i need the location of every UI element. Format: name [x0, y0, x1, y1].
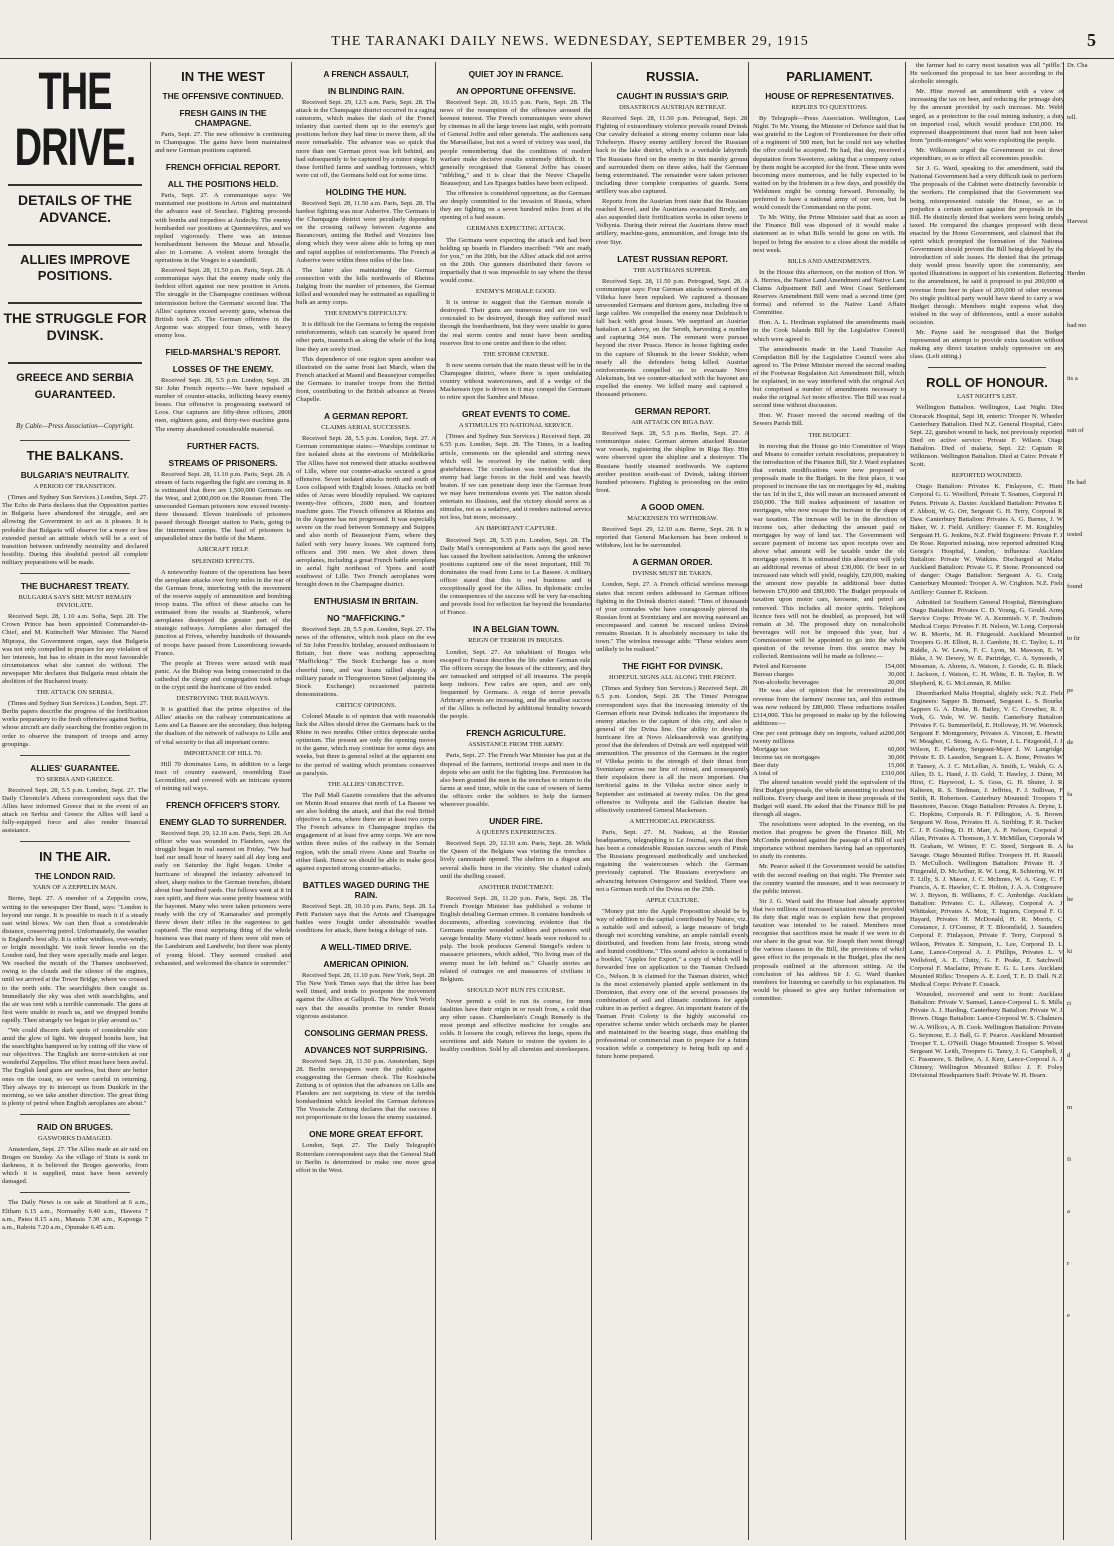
article-paragraph: Received Sept. 29, 12.10 a.m. Berne, Sept. 28. It is reported that General Mackensen has been ordered to withdraw, lest he be surrounded. — [596, 526, 749, 550]
section-heading: HOUSE OF REPRESENTATIVES. — [765, 91, 894, 101]
subheading: A STIMULUS TO NATIONAL SERVICE. — [458, 422, 574, 430]
main-headline: THE DRIVE. — [14, 62, 136, 178]
cropped-text-line: pe — [1067, 687, 1074, 695]
article-paragraph: "Money put into the Apple Proposition should be by way of addition to the capital contributed by Nature, viz., a suitable soil and subsoil, a large measure of bright though not scorching sunshine, an ample rainfall evenly distributed, and freedom from late frosts, strong winds and humid conditions." This sound advice is contained in a booklet, "Apples for Export," a copy of which will be forwarded free on application to the Tasman Orchards Co., Nelson. It is claimed for the Tasman district, which is the most extensively planted apple settlement in the Dominion, that every one of the several possesses the combination of soil and climatic conditions for apple culture in as perfect a degree. An important feature of the Tasman Fruit Colony is the highly successful co-operative scheme under which orchards may be planted and maintained to the bearing stage, thus enabling the professional or commercial man to prepare for a future vocation while a competency is being built up and a future home prepared. — [596, 907, 749, 1061]
section-heading: LATEST RUSSIAN REPORT. — [617, 253, 728, 264]
table-cell-value: 15,000 — [887, 762, 906, 770]
article-paragraph: Sir J. G. Ward said the House had already approved that two millions of increased taxation must be provided. Its duty that night was to explain how that proposed taxation was intended to be raised. Members must recognise that sacrifices must be made if we were to do our share in the great war. Sir Joseph then went through the various clauses in the Bill, the provisions of which gave effect to the proposals in the Budget, plus the new proposals outlined at the afternoon sitting. At the conclusion of his address Sir J. G. Ward thanked members for listening so carefully to his explanation. He would be pleased to give any further information on committee. — [753, 897, 906, 1002]
table-cell-label: One per cent primage duty on imports, valued at twenty millions — [753, 729, 885, 746]
table-row — [753, 754, 906, 762]
section-heading: CONSOLING GERMAN PRESS. — [304, 1027, 428, 1038]
section-heading: ONE MORE GREAT EFFORT. — [309, 1129, 423, 1140]
cropped-text-line: its a — [1067, 374, 1078, 382]
advert-paragraph: Never permit a cold to run its course, for more fatalities have their origin in or result from, a cold than any other cause. Chamberlain's Cough Remedy is the most prompt and effective medicine for coughs and colds. It loosens the cough, relieves the lungs, opens the secretions and aids Nature to restore the system to a healthy condition. Sold by all chemists and storekeepers. — [440, 997, 592, 1054]
article-paragraph: Received Sept. 29, 12.5 a.m. Paris, Sept. 28. The attack in the Champagne district occurred in a raging rainstorm, which makes the dash of the French infantry that carried them up to the enemy's gun positions before they had time to move them, all the more remarkable. The advance was so quick that more than one German pivot was left behind, and had subsequently to be captured by a minor siege. In these fortified farms and sandbag fortresses, which were cut off, the Germans held out for some time. — [296, 99, 436, 179]
headline-allies: ALLIES IMPROVE POSITIONS. — [20, 252, 130, 283]
article-paragraph: The resolutions were adopted. In the evening, on the motion that progress be given the Finance Bill, Mr. McCombs protested against the passage of a Bill of such importance without members having had an opportunity to study its contents. — [753, 820, 906, 861]
subheading: REIGN OF TERROR IN BRUGES. — [468, 637, 564, 645]
article-paragraph: The altered taxation would yield the equivalent of the first Budget proposals, the whole amounting to about two millions. Every charge and item in these proposals of the Budget will stand. He asked that the Finance Bill be put through all stages. — [753, 778, 906, 818]
cropped-text-line: ki — [1067, 947, 1073, 955]
article-paragraph: (Times and Sydney Sun Services.) London, Sept. 27. Berlin papers describe the progress of the fortification works preparatory to the fresh offensive against Serbia, whose aircraft are daily searching the frontier region in order to observe the transport of troops and army groupings. — [2, 700, 148, 748]
table-row — [753, 671, 906, 679]
article-paragraph: The Pall Mall Gazette considers that the advance on Menin Road ensures that north of La Bassee we are also holding the attack, and that the real British objective is Lens, where there are at least two corps. The French advance in Champagne implies the engagement of at least five army corps. We are now within three miles of the railway in the Somain region, with the small rivers Aisne and Tourbe on either flank. Hence we should be able to make good against expected strong counter-attacks. — [296, 791, 436, 872]
subheading: APPLE CULTURE. — [645, 896, 700, 904]
section-heading: FRESH GAINS IN THE CHAMPAGNE. — [179, 108, 267, 128]
article-paragraph: The amendments made in the Land Transfer Act Compilation Bill by the Legislative Council were also agreed to. The Prime Minister moved the second reading of the Footwear Regulation Act Amendment Bill, which, he explained, in no way interfered with the original Act, but comprised a number of amendments necessary to make the original Act more effective. The Bill was read a second time without discussion. — [753, 345, 906, 410]
article-paragraph: Received Sept. 28, 5.5 p.m. Berlin, Sept. 27. A communique states: German airmen attacked Russian war vessels, registering the shipline in Riga Bay. Hits were observed upon the shipline and a destroyer. The Russians hastily steamed northwards. We captured another position south-east of Dvinsk, taking thirteen hundred prisoners. Fighting is proceeding on the entire front. — [596, 430, 749, 494]
subheading: REPORTED WOUNDED. — [951, 472, 1023, 480]
cropped-text-line: found — [1067, 582, 1083, 590]
subheading: ENEMY'S MORALE GOOD. — [475, 288, 557, 296]
cropped-text-line: Harvest — [1067, 218, 1088, 226]
section-heading: GREAT EVENTS TO COME. — [461, 409, 571, 420]
total-value: £310,000 — [881, 770, 906, 778]
list-paragraph: Admitted 1st Southern General Hospital, Birmingham: Otago Battalion: Privates C. D. Young, G. Gould. Army Service Corps: Private W. A. Kemmish. V. F. Toulmin. Medical Corps: Privates F. H. Nelson, W. Long. Corporals W. R. Morris, M. R. Fitzgerald. Auckland Mounted: Troopers G. H. Elliott, R. J. Cambrie, H. C. Taylor, L. H. Riddle, A. W. Lewis, F. C. Lyon, M. Mawson, E. W. Blake, J. W. Dewey, W. E. Partridge, C. A. Symonds, J. Mossman, A. Ahrens, A. Watson, J. Goode, G. R. Black, J. Jackson, J. Watson, C. H. White, E. R. Taylor, B. W. Shepherd, K. G. McLennan, R. Miller. — [910, 598, 1064, 687]
article-paragraph: Colonel Maude is of opinion that with reasonable luck the Allies should drive the Germans back to the Rhine in two months. Other critics deprecate undue optimism. The present are only the opening moves in the game, which may continue for some days and weeks, but there is general relief at the apparent end to the period of waiting which promises conserved as paralysis. — [296, 713, 436, 777]
table-cell-value: 60,000 — [887, 746, 906, 754]
table-cell-label: Bureau charges — [753, 671, 794, 679]
section-heading: A GOOD OMEN. — [640, 501, 705, 512]
subheading: HOPEFUL SIGNS ALL ALONG THE FRONT. — [608, 674, 737, 682]
article-paragraph: (Times and Sydney Sun Services.) Received Sept. 28, 6.5 p.m. London, Sept. 28. The Times' Petrograd correspondent says that the increasing intensity of the German efforts near Dvinsk indicates the importance the enemy attaches to the capture of this city, and also to general of the Dvina line. Our ability to develop a hurricane fire at Novo Aleksandrovsk was gratifying proof that the defenders of Dvinsk are well equipped with ammunition. The presence of the Germans in the region of Vilieka points to the strength of their thrust from Sventziany across our line of retreat, and consequently their expulsion there is all the more important. Our territorial gains in the Vilieka sector since early in September are estimated at twenty miles. On the great offensive in Volhynia and the Galician theatre has effectively countered General Mackensen. — [596, 685, 749, 814]
subheading: BILLS AND AMENDMENTS. — [787, 257, 872, 265]
article-paragraph: Received Sept. 28, 5.5 p.m. London, Sept. 27. The Daily Chronicle's Athens correspondent says that the Allies have informed Greece that in the event of an attack on Serbia and Greece the Allies will land a fully-equipped force and also render financial assistance. — [2, 786, 148, 835]
article-paragraph: Mr. Pearce asked if the Government would be satisfied with the second reading on that night. The Premier said the country wanted the measure, and it was necessary in the public interest. — [753, 863, 906, 895]
divider — [20, 440, 130, 441]
article-paragraph: Received Sept. 28, 11.20 p.m. Paris, Sept. 28. The French Foreign Minister has published a volume in English detailing German crimes. It contains hundreds of documents, affording convincing evidence that the Germans murder wounded soldiers and prisoners with savage brutality. Many victims' heads were reduced to a pulp. The book produces General Stengel's orders to massacre prisoners, which added, "No living man of the enemy must be left behind us." Ghastly stories are related of outrages on and massacres of civilians in Belgium. — [440, 894, 592, 983]
divider — [8, 244, 142, 246]
article-paragraph: Reports from the Austrian front state that the Russians reached Kovel, and the Austrians evacuated Brody, and also suspended their fortification works in other towns in Volhynia. During their retreat the Austrians threw much artillery, machine-guns, ammunition, and forage into the river Styr. — [596, 198, 749, 246]
section-heading: RAID ON BRUGES. — [37, 1121, 113, 1132]
section-heading: BATTLES WAGED DURING THE RAIN. — [302, 879, 430, 900]
cropped-text-line: He had — [1067, 478, 1086, 486]
article-paragraph: London, Sept. 27. A French official wireless message states that recent orders addressed to German officers fighting in the Dvinsk district stated: "Tens of thousands of your comrades who have courageously pierced the Russian front at Sventziany and are moving eastward are encompassed and cannot be rescued unless Dvinsk remains Russian. It is absolutely necessary to take the town." The wireless message adds: "These wishes seem unlikely to be realised." — [596, 581, 749, 654]
section-heading: IN BLINDING RAIN. — [327, 86, 405, 96]
article-paragraph: Paris, Sept. 27. The new offensive is continuing in Champagne. The gains have been maintained and new German positions captured. — [155, 131, 291, 155]
subheading: BULGARIA SAYS SHE MUST REMAIN INVIOLATE. — [18, 594, 132, 610]
credit-line: By Cable—Press Association—Copyright. — [15, 422, 135, 430]
divider — [20, 573, 130, 574]
table-row — [753, 762, 906, 770]
table-cell-label: Income tax on mortgages — [753, 754, 820, 762]
additions-table — [753, 730, 906, 770]
article-paragraph: Paris, Sept. 27. M. Nadeau, at the Russian headquarters, telegraphing to Le Journal, says that there has been a considerable Russian success south of Pinsk. The Russians progressed methodically and unchecked, regaining the watercourses which the Germans previously captured. The Russians everywhere are advancing between Ostrogorov and Stokhod. There was not a German north of the Dvina on the 25th. — [596, 828, 749, 893]
article-paragraph: Hon. W. Fraser moved the second reading of the Sewers Parish Bill. — [753, 412, 906, 428]
article-paragraph: Received Sept. 28, 10.10 p.m. Paris, Sept. 28. Le Petit Parisien says that the Artois and Champagne battles were fought under abominable weather conditions for attack, there being a deluge of rain. — [296, 902, 436, 935]
subheading: SPLENDID EFFECTS. — [191, 557, 255, 565]
section-heading: ADVANCES NOT SURPRISING. — [304, 1044, 428, 1055]
section-heading: LOSSES OF THE ENEMY. — [172, 363, 274, 374]
column-6 — [748, 62, 906, 1540]
subheading: AIR ATTACK ON RIGA BAY. — [631, 419, 714, 427]
subheading: SHOULD NOT RUN ITS COURSE. — [466, 986, 566, 994]
section-heading: HOLDING THE HUN. — [325, 186, 407, 197]
total-row — [753, 770, 906, 778]
headline-dvinsk: THE STRUGGLE FOR DVINSK. — [3, 310, 147, 343]
article-paragraph: Received Sept. 29, 12.10 a.m. Paris, Sept. 28. An officer who was wounded in Flanders, says the struggle began in real earnest on Friday. "We had had our small hour of heavy said all day long and early on Saturday the fight began. Under a hurricane of shrapnel the infantry advanced in short, sharp rushes to the German trenches, distant about four hundred yards. Our fellows went at it in rare spirit, and there was some pretty business with the bayonet. Many who were taken prisoners were ready with the cry of 'Kamarades' and promptly threw down their rifles in the eagerness to get captured. The most surprising thing of the whole business was that many of them were old men of the Landstrum and Landwehr, but there was plenty of young blood. They seemed crushed and exhausted, and welcomed the chance to surrender." — [155, 830, 291, 967]
divider — [8, 302, 142, 304]
headline-details: DETAILS OF THE ADVANCE. — [17, 192, 133, 225]
section-heading: NO "MAFFICKING." — [327, 613, 405, 624]
article-paragraph: Received Sept. 28, 11.50 a.m. Paris, Sept. 28. The hardest fighting was near Auberive. The Germans in the Champagne district were peculiarly dependent on the crossing railway between Argonne and Bazancourt, uniting the Rethel and Vouziers line, along which they were alone able to bring up men and rapid supplies of reinforcements. The French at Auberive were within three miles of the line. — [296, 199, 436, 264]
subheading: THE BUDGET. — [808, 431, 851, 439]
subheading: LAST NIGHT'S LIST. — [956, 393, 1018, 401]
section-heading: FURTHER FACTS. — [186, 440, 260, 451]
section-heading: A WELL-TIMED DRIVE. — [320, 942, 412, 953]
column-7 — [905, 62, 1064, 1540]
subheading: IMPORTANCE OF HILL 70. — [183, 749, 263, 757]
subheading: DESTROYING THE RAILWAYS. — [176, 695, 270, 703]
subheading: CRITICS' OPINIONS. — [335, 701, 397, 709]
article-paragraph: The latter also maintaining the German connection with the hills northwards of Rheims. Judging from the number of prisoners, the German killed and wounded may be estimated as equalling in bulk an army corps. — [296, 266, 436, 307]
article-paragraph: Mr. Payne said he recognised that the Budget represented an attempt to provide extra taxation without making any direct taxation unduly oppressive on any class. (Left sitting.) — [910, 329, 1064, 361]
headline-greece: GREECE AND SERBIA GUARANTEED. — [16, 372, 134, 401]
cropped-text-line: r — [1067, 1260, 1070, 1268]
article-paragraph: Received Sept. 28, 11.10 p.m. Paris, Sept. 28. A stream of facts regarding the fight are coming in. It is estimated that there are 1,500,000 Germans on the West, and 2,000,000 on the Russian front. The unwounded German prisoners now exceed twenty-three thousand. Eleven trainloads of prisoners passed through Bourget station to Paris, going to the internment camps. The haul of prisoners is unparalleled since the battle of the Marne. — [155, 470, 291, 543]
article-paragraph: Paris, Sept. 27. A communique says: We maintained our positions in Artois and maintained the advance east of Souchez. Fighting proceeds with bombs and torpedoes at Andechy. The enemy bombarded our positions at Quennevières, and we replied vigorously. There was an intense bombardment between the Meuse and Moselle, also in Lorraine. A violent storm brought the operations in the Vosges to a standstill. — [155, 192, 291, 265]
table-cell-value: 200,000 — [884, 729, 906, 737]
column-1 — [2, 62, 148, 1540]
article-paragraph: Received Sept. 28, 11.50 p.m. Petrograd, Sept. 28. A communique says: Four German attacks westward of the Vilieka have been repulsed. We captured a thousand unwounded Germans and thirteen guns, including five of large calibre. We compelled the enemy near Dolzhtsch to fall back with great losses. We surprised an Austrian battalion at Lahovy, on the Sereth, harvesting a number and capturing 364 men. The remnant were pursued beyond the river Prusca. Hence in house fighting ended in the capture of Shumsk in the lower Stokhir, where nearly all the defenders being killed. Austrian reinforcements compelled us to evacuate Novo Aleksinats, but we counter-attacked with the bayonet and expelled the enemy. We killed many and captured a thousand prisoners. — [596, 277, 749, 398]
subheading: THE STORM CENTRE. — [482, 350, 549, 358]
article-paragraph: Received Sept. 28, 5.5 p.m. London, Sept. 28. Sir John French reports:—We have repulsed a number of counter-attacks, inflicting heavy enemy losses. Our offensive is progressing eastward of Loos. Our captures are fifty-three officers, 2800 men, eighteen guns, and thirty-two machine guns. The enemy abandoned considerable material. — [155, 376, 291, 433]
article-paragraph: Hill 70 dominates Lens, in addition to a large tract of country eastward, resembling Essé Leconnliire, and covered with an intricate system of mining rail ways. — [155, 760, 291, 792]
cropped-text-line: fa — [1067, 791, 1073, 799]
section-heading: BULGARIA'S NEUTRALITY. — [20, 470, 130, 481]
subheading: YARN OF A ZEPPELIN MAN. — [32, 884, 118, 892]
article-paragraph: The people at Treves were seized with mad panic. As the Bishop was being consecrated in the cathedral the clergy and congregation took refuge in the crypt until the hurricane of fire ended. — [155, 659, 291, 691]
article-paragraph: London, Sept. 27. The Daily Telegraph's Rotterdam correspondent says that the General Staff in Berlin is determined to make one more great effort in the West. — [296, 1142, 436, 1174]
article-paragraph: Received Sept. 28, 5.5 p.m. London, Sept. 27. The news of the offensive, which took place on the eve of Sir John French's birthday, aroused enthusiasm in Britain, but there was nothing approaching "Mafficking." The Stock Exchange has a more cheerful tone, and war loans rallied sharply. A military parade in Throgmorton Street (adjoining the Stock Exchange) occasioned patriotic demonstrations. — [296, 626, 436, 698]
article-paragraph: Paris, Sept. 27. The French War Minister has put at the disposal of the farmers, territorial troops and men in the depots who are unfit for the fighting line. Permission has also been granted the men in the trenches to return to the farms at seed time, while in the case of owners of farms the officers order the soldiers to help the farmers wherever possible. — [440, 752, 592, 809]
cropped-text-line — [1067, 166, 1114, 174]
section-heading: AMERICAN OPINION. — [323, 959, 409, 970]
divider — [8, 362, 142, 364]
subheading: THE ALLIES' OBJECTIVE. — [327, 780, 405, 788]
masthead — [0, 0, 1114, 59]
cropped-text-line: ha — [1067, 843, 1074, 851]
table-cell-label: Mortgage tax — [753, 746, 789, 754]
divider — [928, 367, 1046, 368]
subheading: GERMANS EXPECTING ATTACK. — [466, 225, 566, 233]
table-cell-value: 154,000 — [884, 663, 906, 671]
article-paragraph: It is difficult for the Germans to bring the requisite reinforcements, which can scarcely be spared from other parts, inasmuch as along the whole of the long line they are sorely tried. — [296, 321, 436, 353]
section-heading: THE LONDON RAID. — [34, 871, 116, 882]
article-paragraph: Received Sept. 28, 11.10 p.m. New York, Sept. 28. The New York Times says that the drive has been well timed, and tends to postpone the movement against the Allies at Gallipoli. The New York World says that the assaults promise to render Russia vigorous assistance. — [296, 972, 436, 1020]
table-row — [753, 663, 906, 671]
subheading: AN IMPORTANT CAPTURE. — [475, 525, 557, 533]
cropped-text-line: a — [1067, 1208, 1070, 1216]
cropped-text-line: Dr. Cha — [1067, 62, 1088, 69]
article-paragraph: It is gratified that the prime objective of the Allies' attacks on the railway communications at Lens and La Bassee are the secondary, thus helping the dualism of the network of railways to Lille and of vital security to that all important centre. — [155, 706, 291, 746]
cropped-text-line: ri — [1067, 999, 1072, 1007]
notice-paragraph: The Daily News is on sale at Stratford at 6 a.m., Eltham 6.15 a.m., Normanby 6.40 a.m., Hawera 7 a.m., Patea 8.15 a.m., Manaia 7.30 a.m., Kaponga 7 a.m., Rahotu 7.20 a.m., Opunake 6.45 a.m. — [2, 1199, 148, 1231]
cropped-text-line: de — [1067, 739, 1074, 747]
section-heading: IN THE AIR. — [39, 849, 111, 865]
column-4 — [435, 62, 592, 1540]
article-paragraph: Berne, Sept. 27. A member of a Zeppelin crew, writing to the newspaper Der Bund, says: "London is beyond our range. It is possible to reach it if a steady east wind blows. We can then float a considerable distance, conserving petrol. Unfortunately, the weather is England's best ally. It is either windless, over-windy, or bright moonlight. We took fewer bombs on the London raid, but they were specially made and larger. We reached the mouth of the Thames unobserved, owing to the clouds and the silence of the engines, until we arrived at the Tower Bridge, where we crossed to the north side. The searchlights then caught us. Immediately the sky was shot with searchlights, and the air was rent with a terrible cannonade. The guns at first were unable to reach us, and we dropped bombs rapidly. Then strangely we began to play around us." — [2, 895, 148, 1024]
article-paragraph: By Telegraph—Press Association. Wellington, Last Night. To Mr. Young, the Minister of Defence said that he was grateful to the Legion of Frontiersmen for their offer of a regiment of 500 men, but he could not say whether the offer could be accepted. He had, that day, received a deputation from Sweeterre, asking that a company raised by them might be accepted for the front. These units were becoming more numerous, and he fully expected to be waited on by the Irishmen in a few days, and possibly the Welshmen might be coming forward. Personally, he preferred to have a national army of our own, but he would consult the Commandant on the point. — [753, 115, 906, 212]
table-row — [753, 730, 906, 746]
subheading: REPLIES TO QUESTIONS. — [791, 104, 868, 111]
subheading: TO SERBIA AND GREECE. — [36, 775, 114, 783]
article-paragraph: This dependence of one region upon another was illustrated on the same front last March, when the French attacked at Masnil and Beausejour compelled the Germans to transfer troops from the British front, contributing to the British advance at Neuve Chapelle. — [296, 355, 436, 404]
article-paragraph: Received Sept. 28, 5.35 p.m. London, Sept. 28. The Daily Mail's correspondent at Paris says the good news has caused the liveliest satisfaction. Among the unknown positions captured one of the most important, Hill 70, dominates the road from Lens to La Bassee. A military officer stated that this is real business and is exceptionally good for the Allies. In diplomatic circles the consequences of the success will be very far-reaching and provide food for reflection far beyond the boundaries of France. — [440, 536, 592, 617]
subheading: A METHODICAL PROGRESS. — [629, 817, 716, 825]
subheading: DISASTROUS AUSTRIAN RETREAT. — [618, 104, 727, 111]
section-heading: ALLIES' GUARANTEE. — [30, 762, 120, 773]
article-paragraph: Mr. Wilkinson urged the Government to cut down expenditure, so as to effect all economies possible. — [910, 146, 1064, 163]
section-heading: IN A BELGIAN TOWN. — [472, 624, 560, 635]
table-cell-label: Beer duty — [753, 762, 779, 770]
section-heading: FRENCH AGRICULTURE. — [466, 728, 566, 739]
cropped-text-line: e — [1067, 1312, 1070, 1320]
section-heading: AN OPPORTUNE OFFENSIVE. — [456, 86, 576, 96]
article-paragraph: the farmer had to carry most taxation was all "piffle." He welcomed the proposal to tax beer according to the alcoholic strength. — [910, 62, 1064, 86]
article-paragraph: In the House this afternoon, on the motion of Hon. W. A. Herries, the Native Land Amendment and Native Land Claims Adjustment Bill and West Coast Settlement Reserves Amendment Bill were read a second time (pro forma) and referred to the Native Land Affairs Committee. — [753, 268, 906, 317]
article-paragraph: The Germans were expecting the attack and had been holding up boards in Flanders inscribed: "We are ready for you," on the 20th, but the Allies' attack did not arrive on the 20th. Our gunners distributed their favors so impartially that it was impossible to say where the thrust would come. — [440, 236, 592, 284]
cropped-text-line: tested — [1067, 530, 1083, 538]
article-paragraph: Received Sept. 28, 10.15 p.m. Paris, Sept. 28. The news of the resumption of the offensive aroused the keenest interest. The French communiques were shown by cinemas in all the large towns last night, with portraits of General Joffre and other generals. The audiences sang the Marseillaise, but not a word of victory was used, the people remembering that the conditions of modern warfare make decisive results extremely difficult. It is generally recognised that General Joffre has ceased "nibbling," and it is clear that the Neuve Chapelle, Beausejour, and Les Eparges battles have been eclipsed. — [440, 99, 592, 187]
article-paragraph: Received Sept. 28, 1.10 a.m. Sofia, Sept. 28. The Crown Prince has been appointed Commander-in-Chief, and M. Kutincheff War Minister. The Narod Mipraya, the Government organ, says that Bulgaria was not only compelled to prepare for any violation of her interests, but has to obtain in the most favourable circumstances what she cannot do without. The newspaper Mir declares that Bulgaria must obtain the abolition of the Bucharest treaty. — [2, 613, 148, 685]
table-cell-value: 30,000 — [887, 754, 906, 762]
section-heading: STREAMS OF PRISONERS. — [168, 457, 278, 468]
cropped-text-line: m — [1067, 1103, 1073, 1111]
subheading: A PERIOD OF TRANSITION. — [33, 483, 117, 491]
article-paragraph: The offensive is considered opportune, as the Germans are deeply committed to the invasion of Russia, where they are fighting on a seven hundred miles front at the opening of a bad season. — [440, 190, 592, 222]
table-cell-label: Non-alcoholic beverages — [753, 679, 819, 687]
article-paragraph: It is untrue to suggest that the German morale is destroyed. Their guns are numerous and are too well concealed to be destroyed, though they suffered much through the bombardment, but they were unable to guess the real storm centre and must have been sending reserves first to one centre and then to the other. — [440, 299, 592, 347]
cropped-text-line: he — [1067, 895, 1074, 903]
column-8-cropped — [1063, 62, 1114, 1540]
section-heading: FRENCH OFFICIAL REPORT. — [165, 162, 281, 173]
section-heading: A FRENCH ASSAULT, — [323, 69, 409, 79]
cropped-text-line: d — [1067, 1051, 1071, 1059]
article-paragraph: To Mr. Witty, the Prime Minister said that as soon as the Finance Bill was disposed of it would make a statement as to what Bills would be gone on with. He hoped to bring the session to a close about the middle of next week. — [753, 214, 906, 254]
cropped-text-line: fi — [1067, 1155, 1072, 1163]
article-paragraph: Received Sept. 28, 11.50 p.m. Amsterdam, Sept. 28. Berlin newspapers warn the public against exaggerating the German check. The Koelnische Zeitung is of opinion that the advances on Lille and Flanders are not surprising in view of the terrible bombardment which leveled the German defences. The Vossische Zeitung declares that the success is not proportionate to the losses the enemy sustained. — [296, 1057, 436, 1122]
article-paragraph: Received Sept. 28, 5.5 p.m. London, Sept. 27. A German communique states:—Warships continue to fire isolated shots at the environs of Middelkirke. The Allies have not renewed their attacks southwest of Lille, where our counter-attacks secured a great offensive. Seven isolated attacks north and south of Loos collapsed with English losses. Attacks on both sides of Arras were bloodily repulsed. We captured twenty-five officers, 2600 men, and fourteen machine guns. The French offensive at Rheims and in the Argonne has not progressed. It was especially severe on the road between Sommepy and Suippes, and also north of Beausejour Farm, where they failed with very heavy losses. We captured forty officers and 390 men. We shot down three aeroplanes, including a great French battle aeroplane in aerial fight northeast of Ypres and south southwest of Lille. Two French aeroplanes were brought down in the Champagne district. — [296, 435, 436, 588]
divider — [20, 755, 130, 756]
article-paragraph: In moving that the House go into Committee of Ways and Means to consider certain resolutions, preparatory to the introduction of the Finance Bill, Sir J. Ward explained that certain modifications were now proposed on proposals made in the Budget. In the first place, it was proposed to increase the tax on mortgages by 4d., making the tax 1d in the £, this will mean an increased amount of £60,000. The Bill makes adjustment of taxation on mortgages, who now escape the increase in the shape of war taxation. The increase will be in the direction of income tax, after deducting the amount paid on mortgages by way of land tax. The Government will secure payment of income tax upon receipts over and above what amount will be taxable under the old mortgage system. It is estimated this alteration will yield an additional revenue of about £30,000. Or beer in an increased rate which will yield, roughly, £20,000, making the amount now payable in additional beer duties between £70,000 and £80,000. The Budget proposals of taxation upon motor cars, kerosene, and petrol are removed. This includes all motor spirits. Telephone licence fees will not be doubled, as proposed, but will remain at 3d. The proposed duty on nonalcoholic beverages will not be imposed this year, but a Commissioner will be appointed to go into the whole question of the revenue from this source may be collected. Remissions will be made as follows:— — [753, 442, 906, 661]
divider — [8, 184, 142, 186]
article-paragraph: Amsterdam, Sept. 27. The Allies made an air raid on Bruges on Sunday. As the village of Stuis is sunk in darkness, it is believed the Bruges gasworks, from which it is supplied, must have been severely damaged. — [2, 1146, 148, 1186]
table-row — [753, 746, 906, 754]
table-cell-value: 30,000 — [887, 671, 906, 679]
section-heading: THE BALKANS. — [26, 448, 124, 464]
section-heading: RUSSIA. — [646, 69, 699, 84]
remissions-table — [753, 663, 906, 687]
article-paragraph: Sir J. G. Ward, speaking to the amendment, said the National Government had a very difficult task to perform. The proposals of the Cabinet were distinctly favorable to the workers. He complained that the Government was being misrepresented outside the House, so as to prejudice a certain section against the proposals in the Bill. He distinctly denied that workers were being unduly taxed. He compared the changes proposed with those enacted by the Home Government, and claimed that the spirit which prompted the formation of the National Government should prevent the Bill being delayed by the introduction of side issues. He denied that the primage duty would press heavily upon the community, and quoted illustrations in support of his contention. Referring to the amendment, he said it proposed to put 200,000 of revenue from beer in place of 200,000 of other revenue. No single political party would have dared to carry a war Budget through. Members might express what they wished in the way of differences, until a more suitable occasion. — [910, 165, 1064, 326]
column-3 — [291, 62, 436, 1540]
article-paragraph: Received Sept. 28, 11.50 p.m. Petrograd, Sept. 28. Fighting of extraordinary violence prevails round Dvinsk. Our cavalry defeated a strong enemy column near lake Tcheboryn. Heavy enemy artillery forced the Russians back to the lake district, which is a veritable labyrinth. The Russians fired on the enemy in this marshy ground and surrounded them on three sides, half the Germans being exterminated. The remainder were taken prisoner, including three complete companies of guards. Some artillery was also captured. — [596, 115, 749, 195]
article-paragraph: Hon. A. L. Herdman explained the amendments made in the Cook Islands Bill by the Legislative Council, which were agreed to. — [753, 319, 906, 343]
article-paragraph: He was also of opinion that he overestimated the revenue from the farmers' income tax, and this estimate was now reduced by £80,000. These reductions totalled £314,000. This he proposed to make up by the following additions:— — [753, 687, 906, 727]
section-heading: THE OFFENSIVE CONTINUED. — [162, 91, 284, 101]
subheading: GASWORKS DAMAGED. — [38, 1134, 112, 1142]
divider — [20, 841, 130, 842]
table-row — [753, 679, 906, 687]
section-heading: IN THE WEST — [181, 69, 265, 84]
divider — [20, 1192, 130, 1193]
subheading: A QUEEN'S EXPERIENCES. — [475, 829, 557, 837]
section-heading: FRENCH OFFICER'S STORY. — [166, 800, 280, 811]
subheading: DVINSK MUST BE TAKEN. — [632, 570, 713, 578]
subheading: AIRCRAFT HELP. — [197, 546, 249, 554]
divider — [20, 1114, 130, 1115]
table-cell-label: Petrol and Kerosene — [753, 663, 807, 671]
section-heading: ENTHUSIASM IN BRITAIN. — [313, 596, 419, 607]
subheading: THE ATTACK ON SERBIA. — [36, 689, 114, 697]
article-paragraph: Received Sept. 29, 12.10 a.m. Paris, Sept. 28. While the Queen of the Belgians was visiting the trenches a lively cannonade opened. The shelters in a dugout and several shells burst in the vicinity. She chatted calmly until the shelling ceased. — [440, 840, 592, 880]
subheading: ASSISTANCE FROM THE ARMY. — [468, 741, 564, 749]
cropped-text-line: tell. — [1067, 114, 1078, 122]
section-heading: ROLL OF HONOUR. — [926, 375, 1048, 391]
page-number: 5 — [1087, 30, 1096, 50]
article-paragraph: Received Sept. 28, 11.50 p.m. Paris, Sept. 28. A communique says that the enemy made only the feeblest effort against our new position in Artois. The struggle in the Champagne continues without intermission before the Germans' second line. The Allies' captures exceed seventy guns, whereas the British took 25. The German offensive in the Argonne was stopped four times, with heavy enemy loss. — [155, 267, 291, 339]
newspaper-title: THE TARANAKI DAILY NEWS. WEDNESDAY, SEPTEMBER 29, 1915 — [331, 34, 809, 49]
section-heading: PARLIAMENT. — [786, 69, 873, 84]
section-heading: CAUGHT IN RUSSIA'S GRIP. — [616, 91, 729, 101]
section-heading: ENEMY GLAD TO SURRENDER. — [159, 817, 287, 828]
article-paragraph: A noteworthy feature of the operations has been the aeroplane attacks over forty miles in the rear of the German front, interfering with the movement of the reserve supply of ammunition and bombing troop trains. The effect of these attacks can be estimated from the results at Stanbrook, where aeroplanes destroyed the greater part of the strategic railways. Aeroplanes also damaged the junction at Frives, whereby hundreds of thousands of troops have passed from Luxembourg towards France. — [155, 568, 291, 657]
subheading: ANOTHER INDICTMENT. — [478, 883, 554, 891]
section-heading: UNDER FIRE. — [489, 816, 543, 827]
section-heading: THE FIGHT FOR DVINSK. — [622, 661, 723, 672]
subheading: THE ENEMY'S DIFFICULTY. — [324, 310, 408, 318]
section-heading: A GERMAN REPORT. — [324, 411, 408, 422]
list-paragraph: Wounded, recovered and sent to front: Auckland Battalion: Private V. Samuel, Lance-Corporal L. S. Mills, Private A. J. Harding. Canterbury Battalion: Private W. J. Brown. Otago Battalion: Lance-Corporal W. S. Chalmers, W. A. Willcox, A. B. Cook. Wellington Battalion: Privates G. Seymour, E. J. Ball, G. F. Pearce. Auckland Mounted: Trooper T. L. O'Neill. Otago Mounted: Trooper S. Wood, Sergeant W. Leith, Troopers G. Tancy, J. G. Campbell, J. C. Passmore, S. Bellew, A. J. Kerr, Lance-Corporal A. J. Chinney, Wellington Mounted Rifles: J. F. Foley. Divisional Headquarters Staff: Private W. H. Hearn. — [910, 991, 1064, 1080]
section-heading: GERMAN REPORT. — [634, 406, 711, 417]
cropped-text-line: to fir — [1067, 635, 1081, 643]
cropped-text-line: had mo — [1067, 322, 1087, 330]
article-paragraph: Mr. Hine moved an amendment with a view of increasing the tax on beer, and reducing the primage duty by the amount provided by such increase. Mr. Webb urged, as a protection to the coal mining industry, a duty on imported coal, which would produce £50,000. He expressed disappointment that more had not been taken from "profit-mongers" who were exploiting the people. — [910, 88, 1064, 144]
table-cell-value: 20,000 — [887, 679, 906, 687]
list-paragraph: Otago Battalion: Privates K. Finlayson, C. Hunt. Corporal G. G. Woolford, Private T. Soames, Corporal H. Peters. Private A. Daxter. Auckland Battalion: Privates E. F. Abbott, W. G. Orr, Sergeant G. H. Terry, Corporal R. Daw. Canterbury Battalion: Privates A. G. Barnes, J. W. Baker, W. J. Field. Artillery: Gunner F. M. Knightley, Sergeant H. G. Jenkins, N.Z. Field Engineers: Private F. J. De Rose. Reported missing, now reported admitted King George's Hospital, London, influenza: Auckland Battalion: Private W. Watkins. Discharged at Malta: Auckland Battalion: Private G. P. Stone. Pronounced out of danger: Otago Battalion: Sergeant A. G. Craig. Canterbury Mounted: Trooper A. W. Crighton. N.Z. Field Artillery: Gunner E. Rickson. — [910, 483, 1064, 596]
cropped-text-line: suit of — [1067, 426, 1084, 434]
section-heading: QUIET JOY IN FRANCE. — [468, 69, 564, 79]
subheading: CLAIMS AERIAL SUCCESSES. — [321, 424, 411, 432]
article-paragraph: (Times and Sydney Sun Services.) Received Sept. 28, 6.55 p.m. London, Sept. 28. The Times, in a leading article, comments on the splendid and stirring news, which will be received by the nation with deep gratefulness. The conclusion was irresistible that the enemy had large forces in the field and was heavily beaten. If we can penetrate deep into the German front we may have tremendous events yet. The nation should entertain no illusions, and the victory should serve as a stimulus, not as a sedative, and it renders national service not less, but more, necessary. — [440, 433, 592, 522]
article-paragraph: It now seems certain that the main thrust will be in the Champagne district, where there is open undulating country without watercourses, and if a wedge of the Mackensen type is driven in it may compel the Germans to retire upon the Sambre and Meuse. — [440, 361, 592, 402]
subheading: THE AUSTRIANS SUPPER. — [633, 266, 712, 274]
subheading: MACKENSEN TO WITHDRAW. — [627, 514, 718, 522]
article-paragraph: "We could discern dark spots of considerable size amid the glow of light. We dropped bombs here, but the searchlights hampered us by cutting off the view of our objectives. The English are terror-stricken at our wonderful Zeppelins. The effect must have been awful. The English land guns are useless, but there are better ones on the coast, so we were careful in returning. They always try to intercept us from Dunkirk in the morning, so we take another direction. The great thing is plenty of petrol when English aeroplanes are about." — [2, 1026, 148, 1107]
article-paragraph: London, Sept. 27. An inhabitant of Bruges who escaped to France describes the life under German rule. The officers occupy the houses of the citizenry, and they are ransacked and stripped of all treasures. The people keep indoors. Few cafes are open, and are only frequented by Germans. A reign of terror prevails. Arbitrary arrests are increasing, and the smallest success of the Allies is reflected by additional brutality towards the people. — [440, 648, 592, 721]
section-heading: FIELD-MARSHAL'S REPORT. — [165, 346, 281, 357]
section-heading: THE BUCHAREST TREATY. — [20, 581, 130, 592]
list-paragraph: Wellington Battalion. Wellington, Last Night. Died Otoracek Hospital, Sept 18, enteric: Trooper N. Wheeler. Canterbury Battalion. Died N.Z. General Hospital, Cairo, Sept. 22, gunshot wound in back, not previously reported. Died on active service: Private F. Wilson. Otago Battalion. Died of malaria, Sept. 22: Captain R. Wilkinson. Wellington Battalion. Died at Cairo: Private F. Scott. — [910, 404, 1064, 469]
total-label: A total of — [753, 770, 778, 778]
column-5 — [591, 62, 749, 1540]
cropped-text-line: Herdm — [1067, 270, 1086, 278]
section-heading: A GERMAN ORDER. — [632, 557, 713, 568]
section-heading: ALL THE POSITIONS HELD. — [167, 179, 279, 190]
list-paragraph: Disembarked Malta Hospital, slightly sick: N.Z. Field Engineers: Sapper B. Burnand, Sergeant L. S. Bourke, Sappers G. A. Drake, B. Bailey, V. C. Crowther, R. J. York, G. Yule, W. W. Smith. Canterbury Battalion: Privates F. G. Summerfield, E. Holloway, H. W. Warnock, Sergeant F. Montgomery, Privates A. Vincent, E. Hewitt, W. Meagher, C. Strang, A. G. Foster, J. L. Fitzgerald, J. J. Wilson, E. Flaherty, Sergeant-Major J. W. Langridge, Private E. D. Lassdon, Sergeant L. A. Bone, Privates W. P. Tansey, A. J. C. McLellan, A. Smith, L. Walsh, G. A. Allen, D. L. Hand, J. D. Gold, T. Hawley, J. Dunn, M. Hirst, C. Haywood, L. S. Goss, G. H. Shuter, J. R. Kalteren, R. S. Stedman, J. Jeffries, F. J. Sullivan, F. Smith, R. Robertson. Canterbury Mounted: Troopers T. Bassmore, Pascoe. Otago Battalion: Privates A. Dryne, L. C. Hopkins, Corporals R. F. Pillington, A. S. Brown, Sergeant W. Ross, Privates H. A. Stribling, F. R. Tucker, C. J. P. Gosling, D. H. Marr, A. P. Nelson, Corporal J. Allan, Privates A. Thomson, J. Y. McMillan, Corporals W. H. Graham, W. Winter, F. C. Steed, Sergeant R. A. Savage. Otago Mounted Rifles: Troopers H. H. Russell, D. McCulloch. Wellington Battalion: Private H. J. Fitzgerald, D. McArthur, R. W. Long, R. Schiering, W. H. T. Lilly, S. J. Mason, J. C. McInnes, W. A. Gray, C. F. Francis, A. E. Hawker, C. E. Holton, J. A. A. Cottgreave, W. J. Bryson, B. Williams, F. C. Ambridge. Auckland Battalion: Privates C. L. Allaway, Corporal A. J. Whittaker, Privates A. Moir, T. Ingram, Corporal F. G. Hayard, Privates H. McDonald, H. R. Morris, C. Constance, J. O'Connor, P. T. Bloomfield, J. Saunders, Corporal F. Finlayson, Private F. Terry, Corporal S. Wilson, Privates E. Simpson, L. Lee, Corporal D. L. Lane, Lance-Corporal A. J. Phillips, Privates L. V. Wellsford, A. E. Chitty, G. F. Peake, E. Satchwell, Corporal F. Maclaine, Private E. G. L. Lees. Auckland Mounted Rifles: Troopers A. E. Lord, T. E. D. Dall. N.Z. Medical Corps: Private F. Cusack. — [910, 689, 1064, 989]
column-2 — [150, 62, 291, 1540]
article-paragraph: (Times and Sydney Sun Services.) London, Sept. 27. The Echo de Paris declares that the Opposition parties in Bulgaria have abandoned the struggle, and are allowing the Government to act as it pleases. It is probable that Bulgaria will observe for a more or less extended period an attitude which will be a sort of transition between unfriendly neutrality and declared hostility. During this doubtful period all complete military preparations will be made. — [2, 494, 148, 566]
